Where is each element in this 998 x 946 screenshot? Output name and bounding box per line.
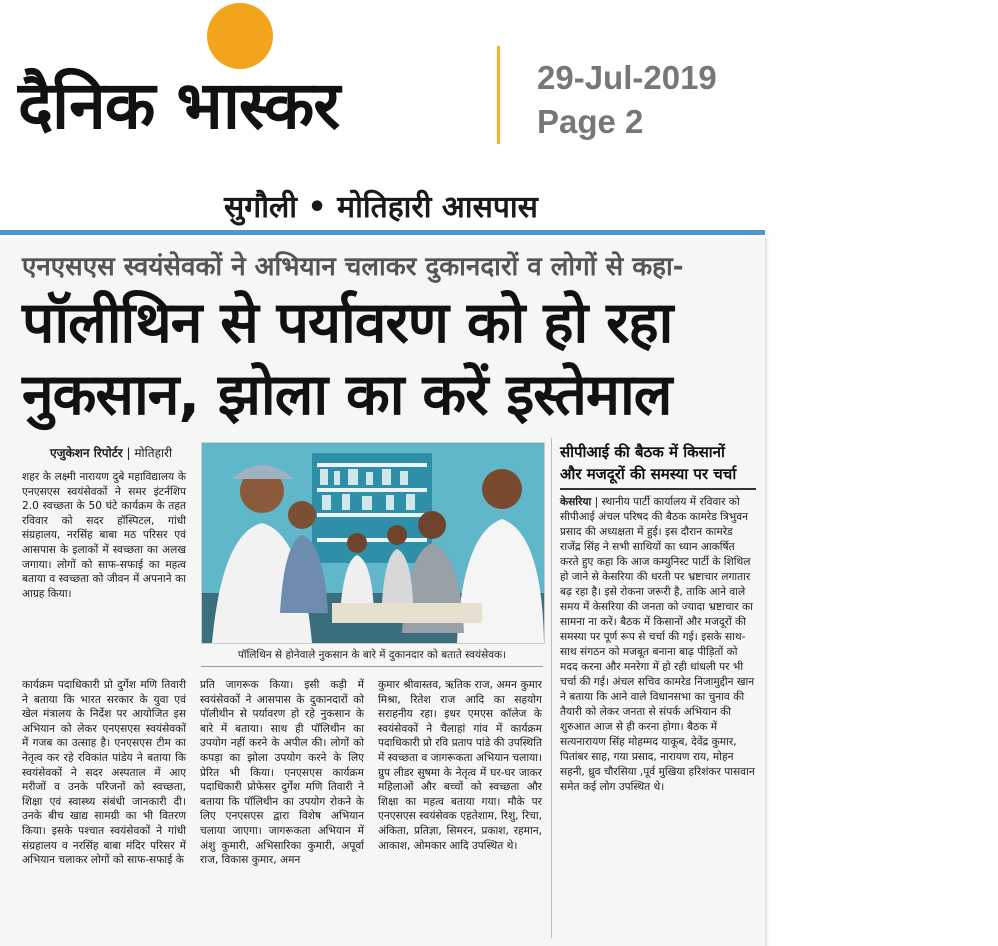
logo-sun-icon: [200, 2, 280, 70]
section-divider: [0, 230, 765, 235]
side-headline-line1: सीपीआई की बैठक में किसानों: [560, 443, 725, 461]
edition-date: 29-Jul-2019: [537, 59, 717, 96]
side-story-separator: |: [594, 496, 602, 508]
article-headline-line1: पॉलीथिन से पर्यावरण को हो रहा: [22, 290, 673, 356]
side-story-headline: [560, 441, 756, 485]
caption-rule: [201, 666, 543, 667]
byline-place: मोतिहारी: [134, 446, 173, 460]
byline-separator: |: [126, 446, 135, 460]
article-column-3: कुमार श्रीवास्तव, ऋतिक राज, अमन कुमार मिश्रा, रितेश राज आदि का सहयोग सराहनीय रहा। इधर एमएस कॉलेज के स्वयंसेवकों ने चैलाहां गांव में कार्यक्रम पदाधिकारी प्रो रवि प्रताप पांडे की उपस्थिति में स्वच्छता व जागरूकता अभियान चलाया। ग्रुप लीडर सुषमा के नेतृत्व में घर-घर जाकर महिलाओं और बच्चों को स्वच्छता और शिक्षा का महत्व बताया गया। मौके पर एनएसएस स्वयंसेवक एहतेशाम, रिशु, रिचा, अंकिता, प्रतिज्ञा, सिमरन, प्रकाश, रहमान, आकाश, ओमकार आदि उपस्थित थे।: [378, 679, 542, 852]
article-byline: [50, 444, 172, 461]
article-column-2: प्रति जागरूक किया। इसी कड़ी में स्वयंसेवकों ने आसपास के दुकानदारों को पॉलीथीन से पर्यावरण हो रहे नुकसान के बारे में बताया। साथ ही पॉलिथीन का उपयोग नहीं करने के अपील की। लोगों को कपड़ा का झोला उपयोग करने के लिए प्रेरित भी किया। एनएसएस कार्यक्रम पदाधिकारी प्रोफेसर दुर्गेश मणि तिवारी ने बताया कि पॉलिथीन का उपयोग रोकने के लिए एनएसएस द्वारा विशेष अभियान चलाया जाएगा। जागरूकता अभियान में अंशु कुमारी, अभिसारिका कुमारी, अपूर्वा राज, विकास कुमार, अमन: [200, 679, 364, 867]
article-kicker: एनएसएस स्वयंसेवकों ने अभियान चलाकर दुकानदारों व लोगों से कहा-: [22, 252, 684, 282]
photo-caption: पॉलिथिन से होनेवाले नुकसान के बारे में दुकानदार को बताते स्वयंसेवक।: [237, 649, 507, 661]
side-headline-line2: और मजदूरों की समस्या पर चर्चा: [560, 465, 737, 483]
byline-reporter: एजुकेशन रिपोर्टर: [50, 446, 123, 460]
article-paragraph-2: कार्यक्रम पदाधिकारी प्रो दुर्गेश मणि तिवारी ने बताया कि भारत सरकार के युवा एवं खेल मंत्रालय के निर्देश पर आयोजित इस अभियान को लेकर एनएसएस स्वयंसेवकों में गजब का उत्साह है। एनएसएस टीम का नेतृत्व कर रहे रविकांत पांडेय ने बताया कि स्वयंसेवकों ने सदर अस्पताल में आए मरीजों व उनके परिजनों को स्वच्छता, शिक्षा एवं स्वास्थ्य संबंधी जानकारी दी। उनके बीच खाद्य सामग्री का भी वितरण किया। इसके पश्चात स्वयंसेवकों ने गांधी संग्रहालय व नरसिंह बाबा मंदिर परिसर में अभियान चलाकर लोगों को साफ-सफाई के: [22, 679, 186, 867]
side-story-place: केसरिया: [560, 496, 592, 508]
newspaper-logo: दैनिक भास्कर: [18, 67, 340, 144]
clipping-shadow: [765, 238, 769, 946]
side-story-text: स्थानीय पार्टी कार्यालय में रविवार को सीपीआई अंचल परिषद की बैठक कामरेड त्रिभुवन प्रसाद की अध्यक्षता में हुई। इस दौरान कामरेड राजेंद्र सिंह ने सभी साथियों का ध्यान आकर्षित करते हुए कहा कि आज कम्युनिस्ट पार्टी के शिथिल हो जाने से केसरिया की धरती पर भ्रष्टाचार लगातार बढ़ रहा है। इसे रोकना जरूरी है, ताकि आने वाले समय में केसरिया की जनता को ज्यादा भ्रष्टाचार का सामना ना करें। बैठक में किसानों और मजदूरों की समस्या पर पूर्ण रूप से चर्चा की गई। इसके साथ-साथ संगठन को मजबूत बनाना बाढ़ पीड़ितों को मदद करना और मनरेगा में हो रही धांधली पर भी चर्चा की गई। अंचल सचिव कामरेड निजामुद्दीन खान ने बताया कि आने वाले विधानसभा का चुनाव की तैयारी को लेकर जनता से संपर्क अभियान की शुरुआत आज से ही करना होगा। बैठक में सत्यनारायण सिंह मोहम्मद याकूब, देवेंद्र कुमार, पितांबर साह, गया प्रसाद, नारायण राय, मोहन सहनी, ध्रुव चौरसिया ,पूर्व मुखिया हरिशंकर पासवान समेत कई लोग उपस्थित थे।: [560, 496, 755, 793]
article-headline-line2: नुकसान, झोला का करें इस्तेमाल: [22, 362, 672, 428]
article-paragraph-1: शहर के लक्ष्मी नारायण दुबे महाविद्यालय के एनएसएस स्वयंसेवकों ने समर इंटर्नशिप 2.0 स्वच्छता के 50 घंटे कार्यक्रम के तहत रविवार को सदर हॉस्पिटल, गांधी संग्रहालय, नरसिंह बाबा मठ परिसर एवं आसपास के इलाकों में स्वच्छता का अलख जगाया। लोगों को साफ-सफाई का महत्व बताया व स्वच्छता को जीवन में अपनाने का आग्रह किया।: [22, 471, 186, 600]
side-story-rule: [560, 488, 756, 490]
section-title: सुगौली • मोतिहारी आसपास: [224, 190, 538, 225]
page-number: Page 2: [537, 103, 644, 140]
article-photo: [201, 442, 545, 644]
photo-illustration: [202, 443, 544, 643]
side-story-body: [560, 495, 756, 795]
masthead-divider: [497, 46, 500, 144]
news-clipping: [0, 238, 765, 946]
column-divider: [551, 438, 552, 938]
